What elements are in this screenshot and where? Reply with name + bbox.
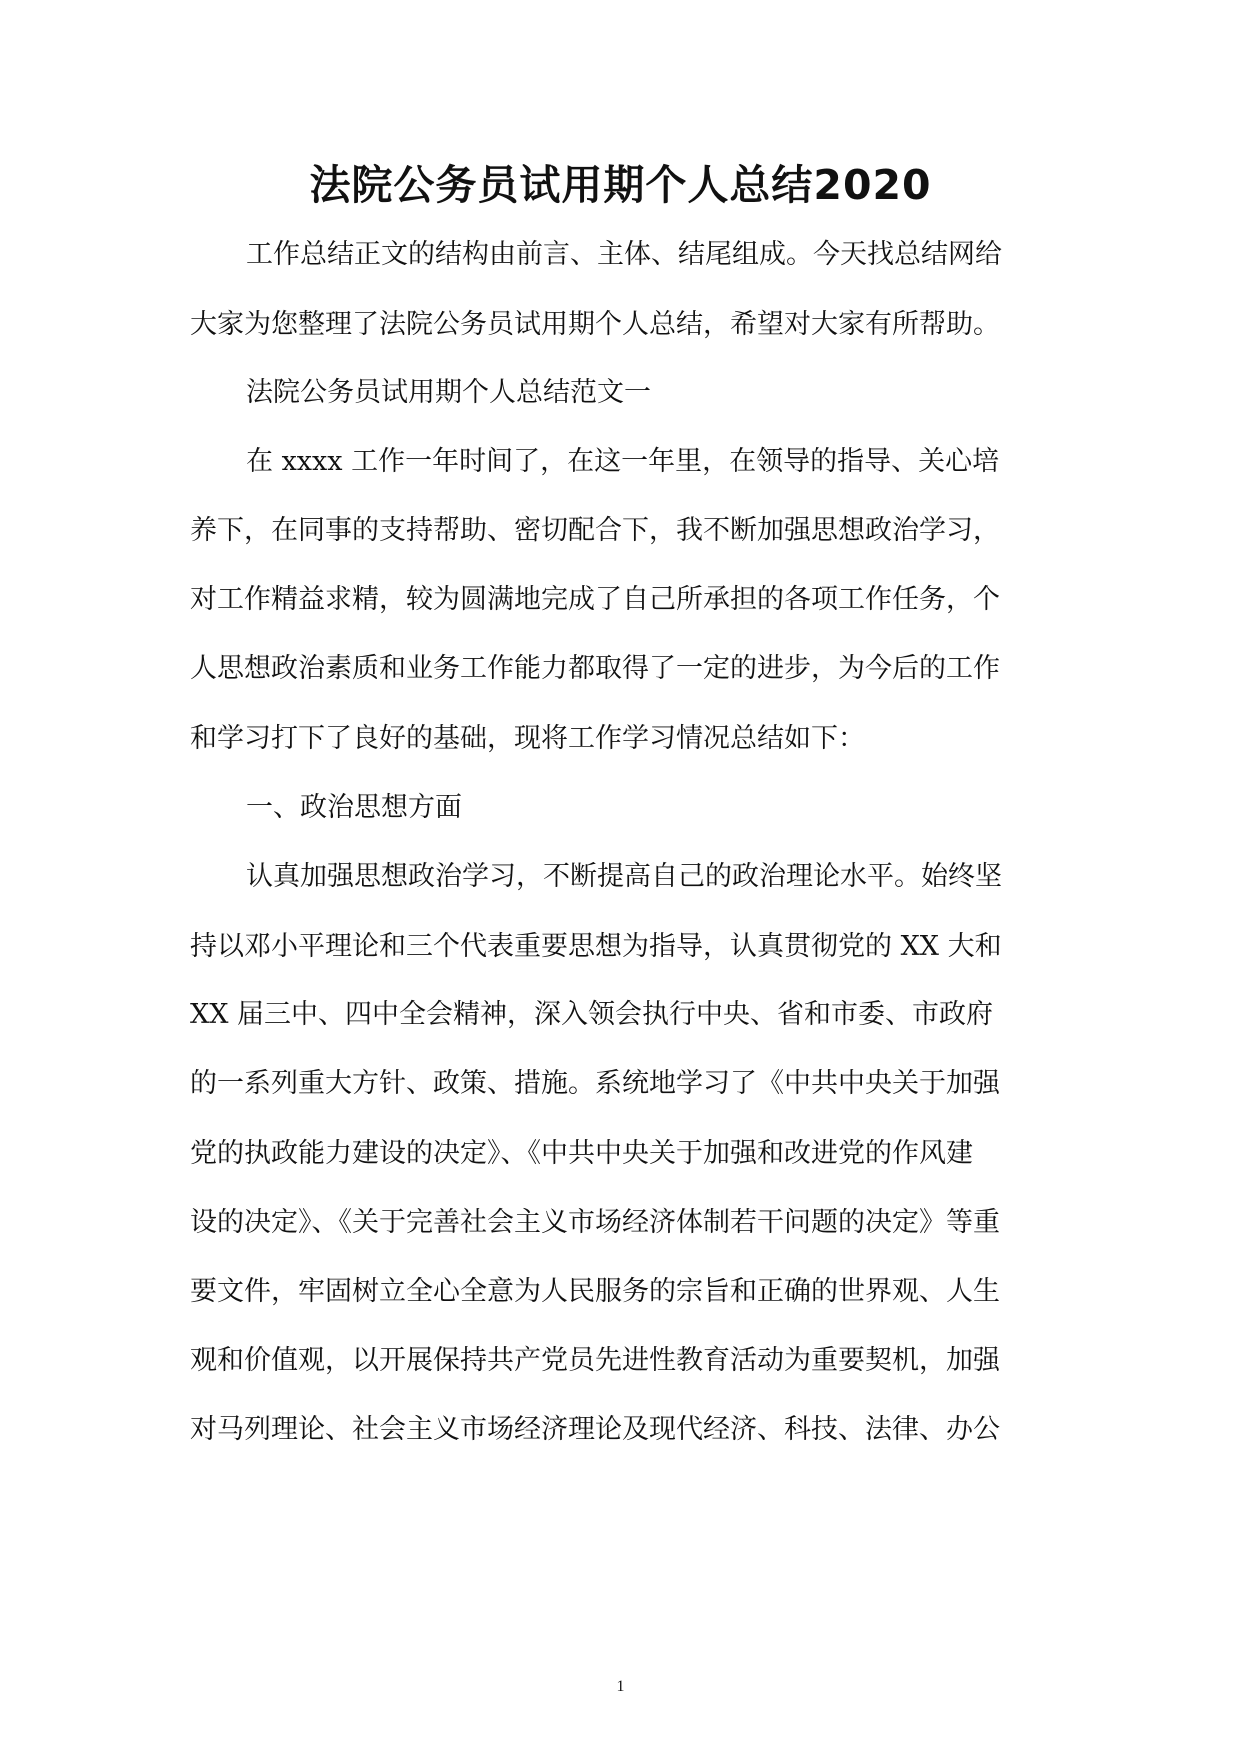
text-line: 人思想政治素质和业务工作能力都取得了一定的进步，为今后的工作 [190, 653, 1000, 684]
text-line: 观和价值观，以开展保持共产党员先进性教育活动为重要契机，加强 [190, 1345, 1000, 1376]
text-line: 认真加强思想政治学习，不断提高自己的政治理论水平。始终坚 [246, 861, 1002, 892]
text-line: 对马列理论、社会主义市场经济理论及现代经济、科技、法律、办公 [190, 1414, 1000, 1445]
text-line: 在 xxxx 工作一年时间了，在这一年里，在领导的指导、关心培 [246, 446, 1000, 477]
text-line: XX 届三中、四中全会精神，深入领会执行中央、省和市委、市政府 [190, 999, 994, 1030]
text-line: 党的执政能力建设的决定》、《中共中央关于加强和改进党的作风建 [190, 1138, 973, 1169]
text-line: 养下，在同事的支持帮助、密切配合下，我不断加强思想政治学习， [190, 515, 1000, 546]
text-line: 要文件，牢固树立全心全意为人民服务的宗旨和正确的世界观、人生 [190, 1276, 1000, 1307]
text-line: 工作总结正文的结构由前言、主体、结尾组成。今天找总结网给 [246, 239, 1002, 270]
text-line: 大家为您整理了法院公务员试用期个人总结，希望对大家有所帮助。 [190, 309, 1000, 340]
text-line: 设的决定》、《关于完善社会主义市场经济体制若干问题的决定》等重 [190, 1207, 1000, 1238]
section-heading: 一、政治思想方面 [246, 792, 462, 823]
section-heading: 法院公务员试用期个人总结范文一 [246, 377, 651, 408]
text-line: 对工作精益求精，较为圆满地完成了自己所承担的各项工作任务，个 [190, 584, 1000, 615]
text-line: 持以邓小平理论和三个代表重要思想为指导，认真贯彻党的 XX 大和 [190, 931, 1002, 962]
document-title: 法院公务员试用期个人总结2020 [309, 161, 932, 209]
text-line: 和学习打下了良好的基础，现将工作学习情况总结如下： [190, 723, 865, 754]
page-number: 1 [616, 1678, 625, 1695]
text-line: 的一系列重大方针、政策、措施。系统地学习了《中共中央关于加强 [190, 1068, 1000, 1099]
